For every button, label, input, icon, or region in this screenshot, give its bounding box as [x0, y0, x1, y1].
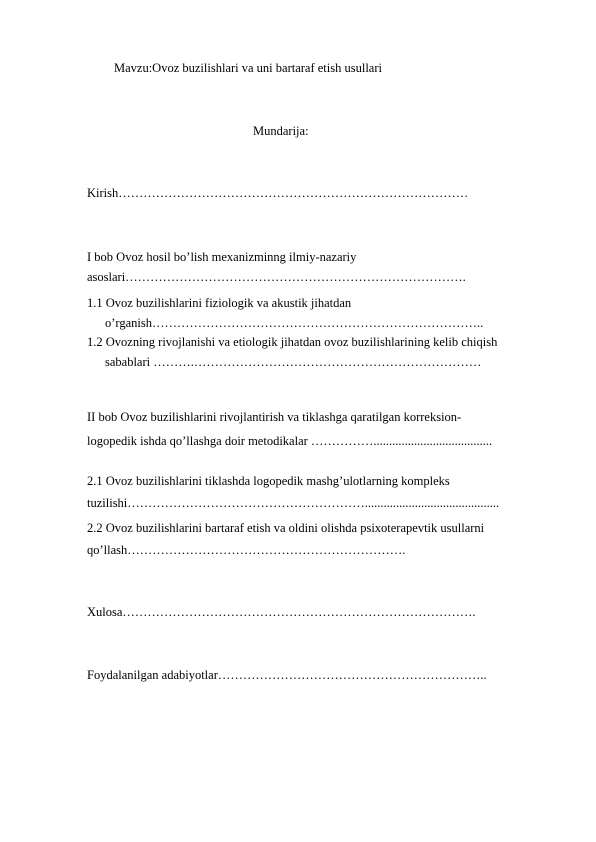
contents-heading: Mundarija: — [253, 124, 309, 138]
toc-section-1-2-cont: sabablari ……….…………………………………………………………… — [105, 355, 482, 369]
toc-section-1-1-cont: o’rganish…………………………………………………………………….. — [105, 316, 484, 330]
toc-intro: Kirish………………………………………………………………………… — [87, 186, 469, 200]
toc-section-2-1-cont: tuzilishi…………………………………………………........................................... — [87, 496, 500, 510]
toc-section-2-2-cont: qo’llash…………………………………………………………. — [87, 543, 406, 557]
toc-references: Foydalanilgan adabiyotlar……………………………………………………….. — [87, 668, 487, 682]
toc-chapter-2-title-cont: logopedik ishda qo’llashga doir metodikalar ……………...................................... — [87, 434, 493, 448]
toc-section-1-2: 1.2 Ovozning rivojlanishi va etiologik jihatdan ovoz buzilishlarining kelib chiqish — [87, 335, 498, 349]
toc-conclusion: Xulosa…………………………………………………………………………. — [87, 605, 476, 619]
toc-section-2-1: 2.1 Ovoz buzilishlarini tiklashda logopedik mashg’ulotlarning kompleks — [87, 474, 450, 488]
toc-chapter-1-title: I bob Ovoz hosil bo’lish mexanizminng ilmiy-nazariy — [87, 250, 357, 264]
toc-section-1-1: 1.1 Ovoz buzilishlarini fiziologik va akustik jihatdan — [87, 296, 352, 310]
toc-section-2-2: 2.2 Ovoz buzilishlarini bartaraf etish va oldini olishda psixoterapevtik usullarni — [87, 521, 485, 535]
toc-chapter-1-title-cont: asoslari………………………………………………………………………. — [87, 270, 466, 284]
topic-title: Mavzu:Ovoz buzilishlari va uni bartaraf etish usullari — [114, 61, 382, 75]
toc-chapter-2-title: II bob Ovoz buzilishlarini rivojlantirish va tiklashga qaratilgan korreksion- — [87, 410, 462, 424]
